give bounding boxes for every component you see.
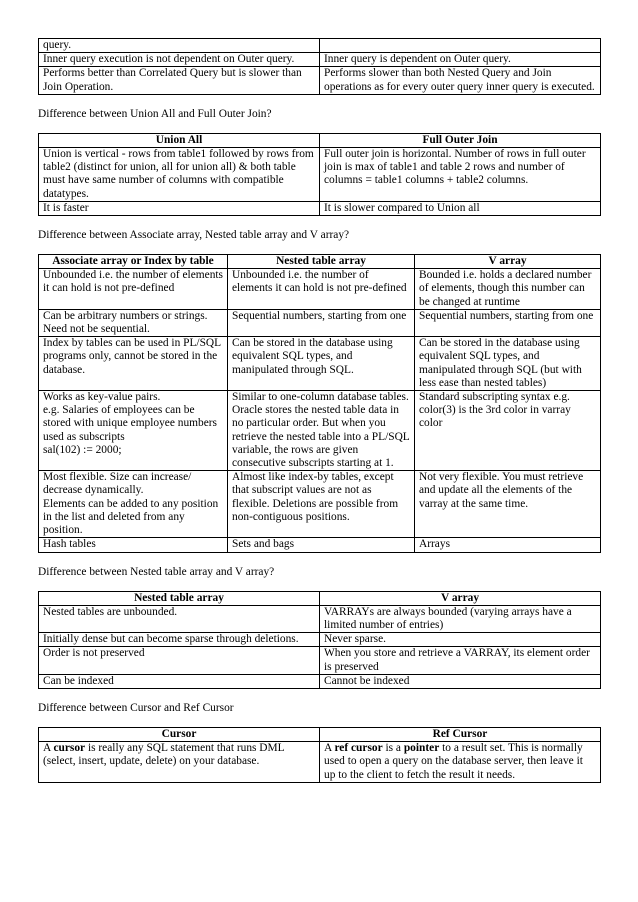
table-cell: Inner query execution is not dependent on Outer query.	[39, 53, 320, 67]
table-cell: Unbounded i.e. the number of elements it can hold is not pre-defined	[228, 269, 415, 310]
nested-vs-varray-table	[38, 591, 601, 689]
table-cell: Nested tables are unbounded.	[39, 605, 320, 632]
table-row	[39, 674, 601, 688]
column-header: Union All	[39, 133, 320, 147]
table-cell: Hash tables	[39, 538, 228, 552]
table-cell: Performs slower than both Nested Query and Join operations as for every outer query inner query is executed.	[320, 67, 601, 94]
table-row	[39, 309, 601, 336]
cursor-vs-refcursor-table	[38, 727, 601, 783]
table-cell	[320, 742, 601, 783]
column-header: Ref Cursor	[320, 727, 601, 741]
column-header: V array	[415, 255, 601, 269]
table-cell: Sequential numbers, starting from one	[228, 309, 415, 336]
table-cell: Sequential numbers, starting from one	[415, 309, 601, 336]
table-row	[39, 391, 601, 471]
table-row	[39, 633, 601, 647]
table-cell	[320, 39, 601, 53]
table-cell: Can be arbitrary numbers or strings. Need not be sequential.	[39, 309, 228, 336]
column-header: V array	[320, 591, 601, 605]
table-row	[39, 742, 601, 783]
table-cell: Inner query is dependent on Outer query.	[320, 53, 601, 67]
table-cell: Index by tables can be used in PL/SQL programs only, cannot be stored in the database.	[39, 337, 228, 391]
column-header: Full Outer Join	[320, 133, 601, 147]
table-cell	[39, 742, 320, 783]
table-cell: Bounded i.e. holds a declared number of elements, though this number can be changed at runtime	[415, 269, 601, 310]
column-header: Associate array or Index by table	[39, 255, 228, 269]
table-cell: Can be stored in the database using equivalent SQL types, and manipulated through SQL.	[228, 337, 415, 391]
table-header-row	[39, 133, 601, 147]
table-cell: Similar to one-column database tables. Oracle stores the nested table data in no particular order. But when you retrieve the nested table into a PL/SQL variable, the rows are given consecutive subscripts starting at 1.	[228, 391, 415, 471]
table-cell: Most flexible. Size can increase/ decrease dynamically. Elements can be added to any position in the list and deleted from any position.	[39, 471, 228, 538]
table-cell: query.	[39, 39, 320, 53]
cell-bold-text: cursor	[53, 742, 86, 755]
section-heading: Difference between Cursor and Ref Cursor	[38, 701, 234, 714]
table-row	[39, 538, 601, 552]
subquery-comparison-table	[38, 38, 601, 95]
cell-text: A	[324, 742, 335, 755]
cell-bold-text: pointer	[403, 742, 440, 755]
table-row	[39, 337, 601, 391]
table-cell: Unbounded i.e. the number of elements it can hold is not pre-defined	[39, 269, 228, 310]
table-cell: Never sparse.	[320, 633, 601, 647]
column-header: Cursor	[39, 727, 320, 741]
table-header-row	[39, 727, 601, 741]
table-cell: It is slower compared to Union all	[320, 201, 601, 215]
table-cell: Cannot be indexed	[320, 674, 601, 688]
table-row	[39, 148, 601, 202]
table-cell: Standard subscripting syntax e.g. color(3) is the 3rd color in varray color	[415, 391, 601, 471]
table-row	[39, 39, 601, 53]
table-row	[39, 53, 601, 67]
table-cell: When you store and retrieve a VARRAY, its element order is preserved	[320, 647, 601, 674]
column-header: Nested table array	[228, 255, 415, 269]
table-cell: Not very flexible. You must retrieve and update all the elements of the varray at the same time.	[415, 471, 601, 538]
cell-text: to a result set. This is normally used to open a query on the database server, then leave it up to the client to fetch the result it needs.	[324, 742, 583, 781]
table-row	[39, 269, 601, 310]
table-header-row	[39, 255, 601, 269]
table-row	[39, 201, 601, 215]
table-row	[39, 605, 601, 632]
table-cell: Arrays	[415, 538, 601, 552]
table-cell: Works as key-value pairs. e.g. Salaries of employees can be stored with unique employee numbers used as subscripts sal(102) := 2000;	[39, 391, 228, 471]
column-header: Nested table array	[39, 591, 320, 605]
table-cell: VARRAYs are always bounded (varying arrays have a limited number of entries)	[320, 605, 601, 632]
document-page	[38, 38, 600, 783]
union-vs-join-table	[38, 133, 601, 216]
collection-types-table	[38, 254, 601, 552]
table-cell: Sets and bags	[228, 538, 415, 552]
table-cell: It is faster	[39, 201, 320, 215]
cell-text: A	[43, 742, 54, 755]
table-cell: Union is vertical - rows from table1 followed by rows from table2 (distinct for union, all for union all) & both table must have same number of columns with compatible datatypes.	[39, 148, 320, 202]
table-cell: Almost like index-by tables, except that subscript values are not as flexible. Deletions are possible from non-contiguous positions.	[228, 471, 415, 538]
table-cell: Full outer join is horizontal. Number of rows in full outer join is max of table1 and table 2 rows and number of columns = table1 columns + table2 columns.	[320, 148, 601, 202]
section-heading: Difference between Associate array, Nested table array and V array?	[38, 229, 350, 242]
table-row	[39, 471, 601, 538]
cell-text: is a	[382, 742, 404, 755]
cell-bold-text: ref cursor	[334, 742, 383, 755]
table-cell: Can be stored in the database using equivalent SQL types, and manipulated through SQL (but with less ease than nested tables)	[415, 337, 601, 391]
section-heading: Difference between Nested table array and V array?	[38, 565, 275, 578]
table-cell: Order is not preserved	[39, 647, 320, 674]
table-row	[39, 647, 601, 674]
table-cell: Initially dense but can become sparse through deletions.	[39, 633, 320, 647]
table-cell: Performs better than Correlated Query but is slower than Join Operation.	[39, 67, 320, 94]
table-row	[39, 67, 601, 94]
cell-text: is really any SQL statement that runs DML (select, insert, update, delete) on your database.	[43, 742, 285, 768]
table-cell: Can be indexed	[39, 674, 320, 688]
section-heading: Difference between Union All and Full Outer Join?	[38, 107, 272, 120]
table-header-row	[39, 591, 601, 605]
